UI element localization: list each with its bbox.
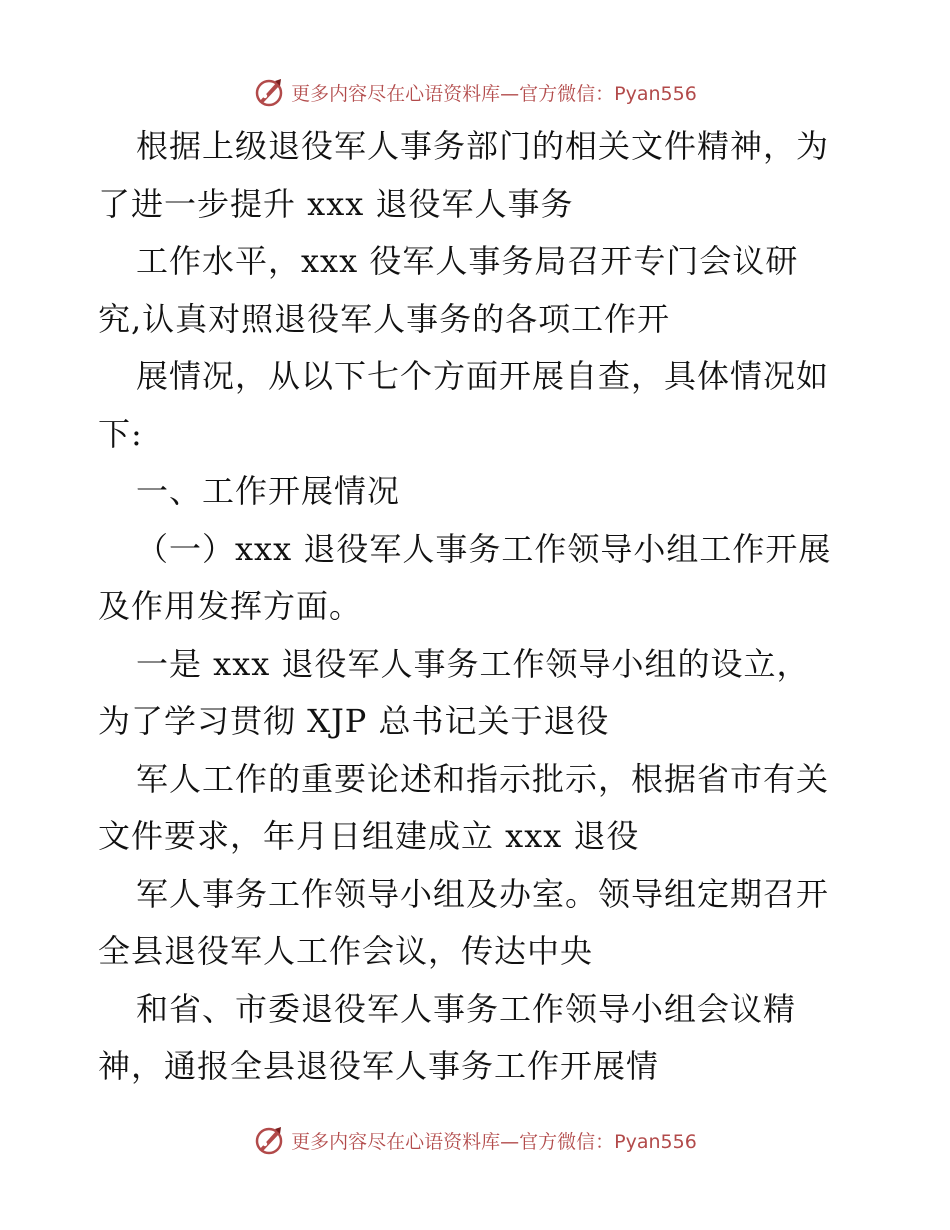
footer-banner — [0, 1120, 950, 1160]
text-line: 军人工作的重要论述和指示批示，根据省市有关 — [136, 759, 830, 798]
text-line: 军人事务工作领导小组及办室。领导组定期召开 — [136, 874, 830, 913]
text-line: 工作水平，xxx 役军人事务局召开专门会议研 — [136, 242, 799, 280]
text-line: 为了学习贯彻 XJP 总书记关于退役 — [98, 702, 610, 740]
header-banner-text: 更多内容尽在心语资料库—官方微信：Pyan556 — [291, 82, 697, 105]
footer-banner-text: 更多内容尽在心语资料库—官方微信：Pyan556 — [291, 1130, 697, 1153]
text-line: 展情况，从以下七个方面开展自查，具体情况如 — [136, 357, 830, 395]
text-line: 根据上级退役军人事务部门的相关文件精神，为 — [136, 127, 830, 165]
quill-pen-logo-icon — [253, 1124, 285, 1156]
text-line: 文件要求，年月日组建成立 xxx 退役 — [98, 817, 640, 855]
section-heading: 一、工作开展情况 — [136, 472, 401, 510]
text-line: 及作用发挥方面。 — [98, 587, 363, 625]
text-line: 一是 xxx 退役军人事务工作领导小组的设立， — [136, 644, 810, 683]
subsection-heading: （一）xxx 退役军人事务工作领导小组工作开展 — [136, 529, 832, 568]
text-line: 全县退役军人工作会议，传达中央 — [98, 932, 594, 970]
text-line: 了进一步提升 xxx 退役军人事务 — [98, 184, 574, 223]
quill-pen-logo-icon — [253, 76, 285, 108]
document-body — [98, 118, 858, 1096]
text-line: 下: — [98, 414, 143, 453]
text-line: 神，通报全县退役军人事务工作开展情 — [98, 1047, 660, 1085]
text-line: 究,认真对照退役军人事务的各项工作开 — [98, 299, 671, 338]
text-line: 和省、市委退役军人事务工作领导小组会议精 — [136, 989, 797, 1028]
header-banner — [0, 72, 950, 112]
